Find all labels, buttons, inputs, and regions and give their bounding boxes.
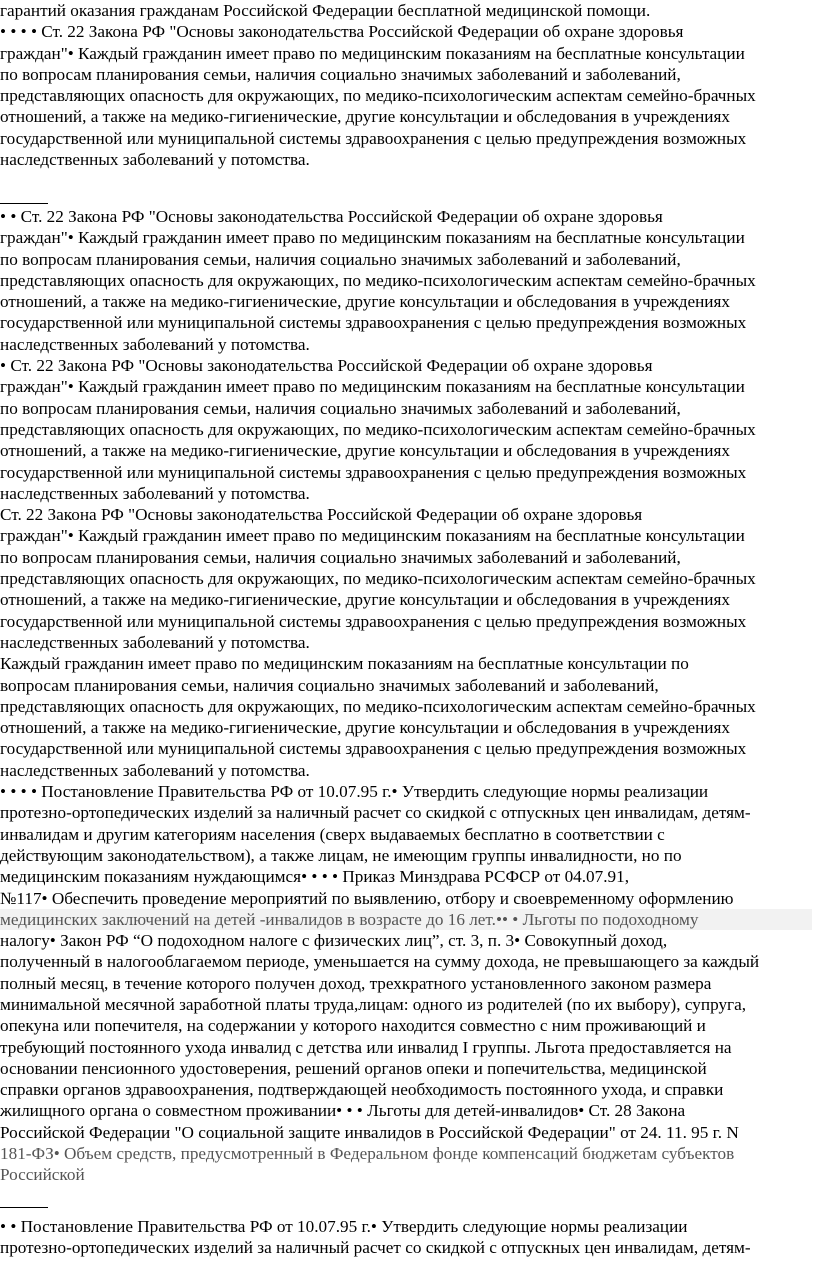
- text-line: • • Ст. 22 Закона РФ "Основы законодательства Российской Федерации об охране здоровья: [0, 207, 663, 226]
- text-line: представляющих опасность для окружающих, по медико-психологическим аспектам семейно-брачных: [0, 270, 756, 290]
- text-line: • • • • Постановление Правительства РФ от 10.07.95 г.• Утвердить следующие нормы реализации: [0, 782, 709, 802]
- text-line: требующий постоянного ухода инвалид с детства или инвалид I группы. Льгота предоставляется на: [0, 1037, 732, 1057]
- text-line: №117• Обеспечить проведение мероприятий по выявлению, отбору и своевременному оформлению: [0, 888, 734, 908]
- text-line: Российской: [0, 1165, 85, 1185]
- text-line: 181-ФЗ• Объем средств, предусмотренный в Федеральном фонде компенсаций бюджетам субъектов: [0, 1144, 735, 1164]
- text-line: представляющих опасность для окружающих, по медико-психологическим аспектам семейно-брачных: [0, 419, 756, 439]
- text-line: • • • • Ст. 22 Закона РФ "Основы законодательства Российской Федерации об охране здоровья: [0, 22, 684, 42]
- text-line: наследственных заболеваний у потомства.: [0, 334, 310, 354]
- section-divider: [0, 203, 48, 204]
- text-line: наследственных заболеваний у потомства.: [0, 760, 310, 780]
- text-line: государственной или муниципальной системы здравоохранения с целью предупреждения возможных: [0, 462, 747, 482]
- text-line: государственной или муниципальной системы здравоохранения с целью предупреждения возможных: [0, 611, 747, 631]
- text-line: государственной или муниципальной системы здравоохранения с целью предупреждения возможных: [0, 739, 747, 759]
- text-line: медицинским показаниям нуждающимся• • • • Приказ Минздрава РСФСР от 04.07.91,: [0, 867, 630, 887]
- text-line: протезно-ортопедических изделий за наличный расчет со скидкой с отпускных цен инвалидам, детям-: [0, 1238, 751, 1258]
- text-line: протезно-ортопедических изделий за наличный расчет со скидкой с отпускных цен инвалидам, детям-: [0, 803, 751, 823]
- text-line: основании пенсионного удостоверения, решений органов опеки и попечительства, медицинской: [0, 1058, 707, 1078]
- text-line: по вопросам планирования семьи, наличия социально значимых заболеваний и заболеваний,: [0, 398, 681, 418]
- text-line: минимальной месячной заработной платы труда,лицам: одного из родителей (по их выбору), супруга,: [0, 994, 747, 1014]
- text-line: отношений, а также на медико-гигиенические, другие консультации и обследования в учреждениях: [0, 107, 730, 127]
- text-line: граждан"• Каждый гражданин имеет право по медицинским показаниям на бесплатные консультации: [0, 526, 745, 546]
- text-line: граждан"• Каждый гражданин имеет право по медицинским показаниям на бесплатные консультации: [0, 377, 745, 397]
- text-line: отношений, а также на медико-гигиенические, другие консультации и обследования в учреждениях: [0, 590, 730, 610]
- paragraph-art22-first: [0, 0, 812, 170]
- text-line: справки органов здравоохранения, подтверждающей необходимость постоянного ухода, и справки: [0, 1080, 724, 1100]
- text-line: инвалидам и другим категориям населения (сверх выдаваемых бесплатно в соответствии с: [0, 824, 665, 844]
- text-line: действующим законодательством), а также лицам, не имеющим группы инвалидности, но по: [0, 845, 682, 865]
- text-line: • • Постановление Правительства РФ от 10.07.95 г.• Утвердить следующие нормы реализации: [0, 1217, 688, 1236]
- paragraph-decree-repeated: [0, 1216, 812, 1259]
- text-line: жилищного органа о совместном проживании• • • Льготы для детей-инвалидов• Ст. 28 Закона: [0, 1101, 686, 1121]
- text-line: полученный в налогооблагаемом периоде, уменьшается на сумму дохода, не превышающего за каждый: [0, 952, 760, 972]
- text-line: по вопросам планирования семьи, наличия социально значимых заболеваний и заболеваний,: [0, 547, 681, 567]
- text-line: граждан"• Каждый гражданин имеет право по медицинским показаниям на бесплатные консультации: [0, 228, 745, 248]
- text-line: Ст. 22 Закона РФ "Основы законодательства Российской Федерации об охране здоровья: [0, 505, 643, 525]
- text-line: представляющих опасность для окружающих, по медико-психологическим аспектам семейно-брачных: [0, 569, 756, 589]
- text-line: представляющих опасность для окружающих, по медико-психологическим аспектам семейно-брачных: [0, 86, 756, 106]
- text-line: отношений, а также на медико-гигиенические, другие консультации и обследования в учреждениях: [0, 292, 730, 312]
- text-line: отношений, а также на медико-гигиенические, другие консультации и обследования в учреждениях: [0, 718, 730, 738]
- text-line: наследственных заболеваний у потомства.: [0, 483, 310, 503]
- text-line: наследственных заболеваний у потомства.: [0, 632, 310, 652]
- text-line: граждан"• Каждый гражданин имеет право по медицинским показаниям на бесплатные консультации: [0, 43, 745, 63]
- text-line: Каждый гражданин имеет право по медицинским показаниям на бесплатные консультации по: [0, 654, 689, 674]
- text-line: опекуна или попечителя, на содержании у которого находится совместно с ним проживающий и: [0, 1016, 706, 1036]
- text-line: гарантий оказания гражданам Российской Федерации бесплатной медицинской помощи.: [0, 1, 651, 20]
- section-divider: [0, 1207, 48, 1208]
- text-line: вопросам планирования семьи, наличия социально значимых заболеваний и заболеваний,: [0, 675, 659, 695]
- paragraph-art22-repeated: [0, 206, 812, 1186]
- text-line: представляющих опасность для окружающих, по медико-психологическим аспектам семейно-брачных: [0, 696, 756, 716]
- text-line: Российской Федерации "О социальной защите инвалидов в Российской Федерации" от 24. 11. 95 г. N: [0, 1122, 739, 1142]
- text-line: отношений, а также на медико-гигиенические, другие консультации и обследования в учреждениях: [0, 441, 730, 461]
- text-line: государственной или муниципальной системы здравоохранения с целью предупреждения возможных: [0, 313, 747, 333]
- text-line: налогу• Закон РФ “О подоходном налоге с физических лиц”, ст. 3, п. 3• Совокупный доход,: [0, 931, 668, 951]
- text-line: наследственных заболеваний у потомства.: [0, 150, 310, 170]
- text-line: государственной или муниципальной системы здравоохранения с целью предупреждения возможных: [0, 128, 747, 148]
- text-line: • Ст. 22 Закона РФ "Основы законодательства Российской Федерации об охране здоровья: [0, 356, 653, 376]
- text-line: по вопросам планирования семьи, наличия социально значимых заболеваний и заболеваний,: [0, 249, 681, 269]
- text-line: полный месяц, в течение которого получен доход, трехкратного установленного законом размера: [0, 973, 712, 993]
- text-line: медицинских заключений на детей -инвалидов в возрасте до 16 лет.•• • Льготы по подоходному: [0, 909, 812, 930]
- text-line: по вопросам планирования семьи, наличия социально значимых заболеваний и заболеваний,: [0, 64, 681, 84]
